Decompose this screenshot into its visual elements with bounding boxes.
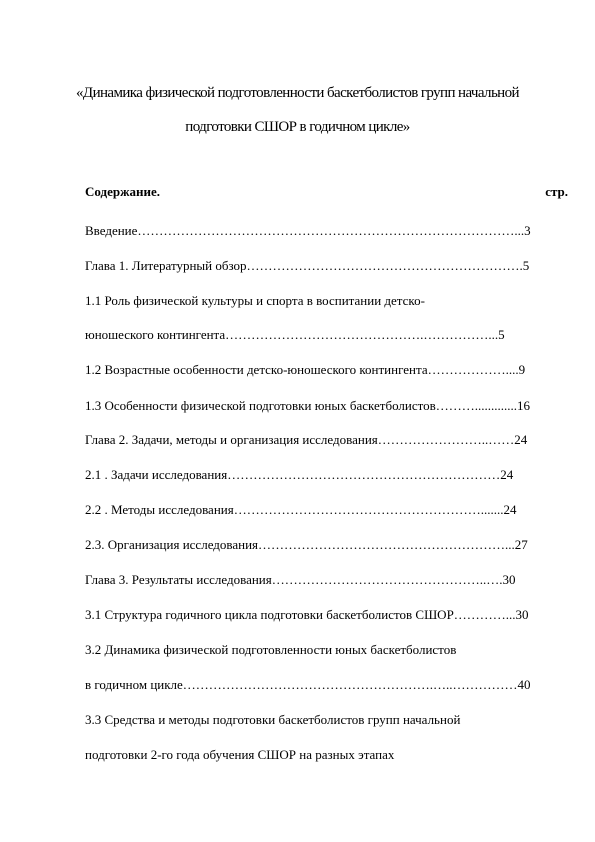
document-title-line-2: подготовки СШОР в годичном цикле» [185, 119, 410, 135]
toc-page-heading: стр. [545, 184, 568, 199]
toc-entry: подготовки 2-го года обучения СШОР на разных этапах [85, 747, 395, 762]
toc-entry: 2.2 . Методы исследования………………………………………………….......24 [85, 502, 517, 517]
toc-entry: 3.1 Структура годичного цикла подготовки баскетболистов СШОР…………...30 [85, 607, 529, 622]
toc-entry: 1.2 Возрастные особенности детско-юношеского контингента………………....9 [85, 362, 526, 377]
toc-entry: 1.3 Особенности физической подготовки юных баскетболистов……….............16 [85, 398, 531, 413]
toc-entry: 3.2 Динамика физической подготовленности юных баскетболистов [85, 642, 457, 657]
toc-entry: 3.3 Средства и методы подготовки баскетболистов групп начальной [85, 712, 461, 727]
toc-entry: Глава 2. Задачи, методы и организация исследования……………………..……24 [85, 432, 528, 447]
toc-entry: юношеского контингента……………………………………….……………...5 [85, 327, 505, 342]
toc-entry: 2.1 . Задачи исследования………………………………………………………24 [85, 467, 514, 482]
toc-entry: Глава 1. Литературный обзор……………………………………………………….5 [85, 258, 530, 273]
document-title-line-1: «Динамика физической подготовленности баскетболистов групп начальной [76, 85, 519, 101]
toc-entry: Введение……………………………………………………………………………...3 [85, 223, 531, 238]
toc-entry: 2.3. Организация исследования…………………………………………………...27 [85, 537, 528, 552]
toc-heading: Содержание. [85, 184, 161, 199]
toc-entry: Глава 3. Результаты исследования…………………………………………..….30 [85, 572, 516, 587]
toc-entry: в годичном цикле………………………………………………….…..……………40 [85, 677, 531, 692]
toc-entry: 1.1 Роль физической культуры и спорта в воспитании детско- [85, 293, 425, 308]
